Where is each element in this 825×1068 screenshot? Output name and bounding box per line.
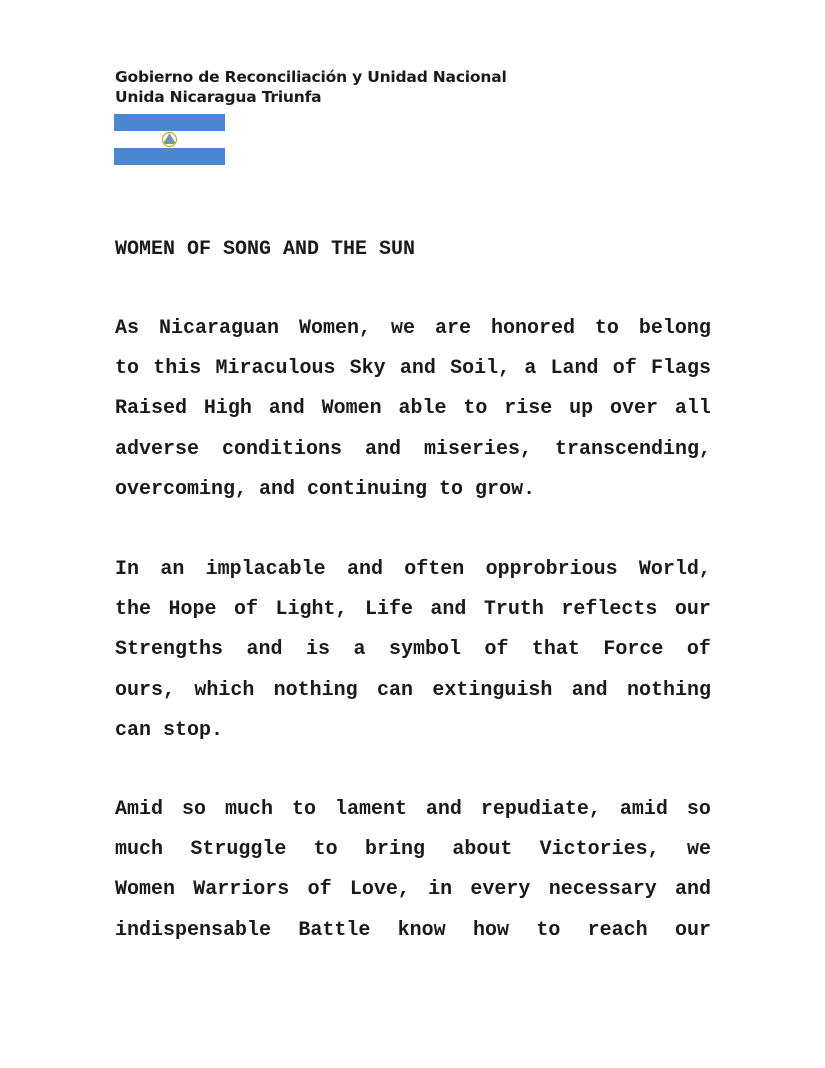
- letterhead-line-government: Gobierno de Reconciliación y Unidad Nacional: [115, 68, 507, 86]
- paragraph-line: adverse conditions and miseries, transcending,: [115, 437, 711, 461]
- paragraph-line: Raised High and Women able to rise up over all: [115, 397, 711, 421]
- document-title: WOMEN OF SONG AND THE SUN: [115, 238, 416, 261]
- letterhead: [115, 67, 507, 107]
- paragraph-line: can stop.: [115, 718, 224, 742]
- paragraph-2: [115, 550, 711, 751]
- paragraph-line: indispensable Battle know how to reach our: [115, 918, 711, 942]
- paragraph-1: [115, 309, 711, 510]
- paragraph-line: to this Miraculous Sky and Soil, a Land of Flags: [115, 357, 711, 381]
- paragraph-line: ours, which nothing can extinguish and nothing: [115, 678, 711, 702]
- paragraph-line: In an implacable and often opprobrious World,: [115, 558, 711, 581]
- paragraph-line: the Hope of Light, Life and Truth reflects our: [115, 598, 711, 622]
- flag-of-nicaragua-icon: [114, 114, 225, 165]
- paragraph-line: overcoming, and continuing to grow.: [115, 477, 536, 501]
- letterhead-line-slogan: Unida Nicaragua Triunfa: [115, 88, 322, 106]
- paragraph-line: Strengths and is a symbol of that Force of: [115, 638, 711, 662]
- paragraph-line: Women Warriors of Love, in every necessary and: [115, 878, 711, 902]
- flag-stripe-bottom: [114, 148, 225, 165]
- paragraph-line: much Struggle to bring about Victories, we: [115, 838, 711, 862]
- flag-stripe-top: [114, 114, 225, 131]
- paragraph-line: As Nicaraguan Women, we are honored to belong: [115, 317, 711, 340]
- paragraph-line: Amid so much to lament and repudiate, amid so: [115, 798, 711, 821]
- paragraph-3: [115, 790, 711, 951]
